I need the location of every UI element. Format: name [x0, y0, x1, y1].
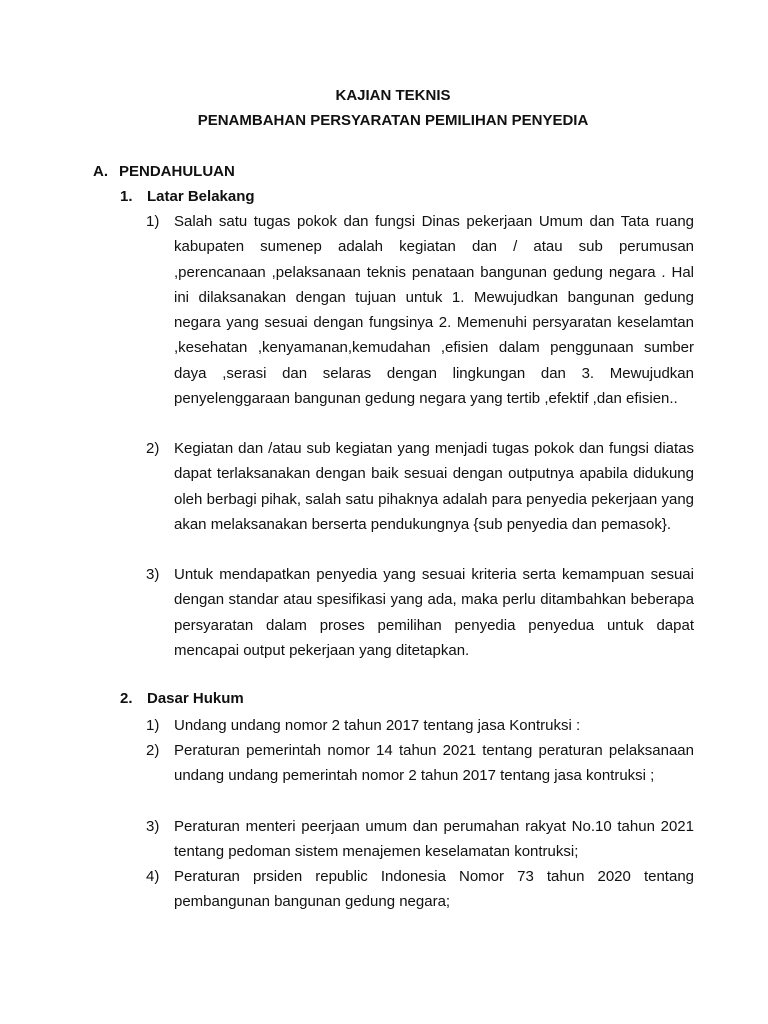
list-item-number: 3): [146, 818, 160, 835]
list-item-text: Undang undang nomor 2 tahun 2017 tentang jasa Kontruksi :: [174, 717, 581, 734]
list-item: [146, 814, 694, 865]
list-item-text: Peraturan pemerintah nomor 14 tahun 2021 tentang peraturan pelaksanaan undang undang pemerintah nomor 2 tahun 2017 tentang jasa kontruksi ;: [174, 742, 694, 785]
list-item-text: Peraturan menteri peerjaan umum dan perumahan rakyat No.10 tahun 2021 tentang pedoman sistem menajemen keselamatan kontruksi;: [174, 818, 694, 861]
list-item-text: Salah satu tugas pokok dan fungsi Dinas pekerjaan Umum dan Tata ruang kabupaten sumenep adalah kegiatan dan / atau sub perumusan ,perencanaan ,pelaksanaan teknis penataan bangunan gedung negara . Hal ini dilaksanakan dengan tujuan untuk 1. Mewujudkan bangunan gedung negara yang sesuai dengan fungsinya 2. Memenuhi persyaratan keselamtan ,kesehatan ,kenyamanan,kemudahan ,efisien dalam penggunaan sumber daya ,serasi dan selaras dengan lingkungan dan 3. Mewujudkan penyelenggaraan bangunan gedung negara yang tertib ,efektif ,dan efisien..: [174, 213, 694, 408]
list-item-text: Kegiatan dan /atau sub kegiatan yang menjadi tugas pokok dan fungsi diatas dapat terlaksanakan dengan baik sesuai dengan outputnya apabila didukung oleh berbagi pihak, salah satu pihaknya adalah para penyedia pekerjaan yang akan melaksanakan berserta pendukungnya {sub penyedia dan pemasok}.: [174, 440, 694, 533]
list-item-number: 1): [146, 717, 160, 734]
list-item: [146, 562, 694, 663]
list-item-number: 3): [146, 566, 160, 583]
list-item-text: Peraturan prsiden republic Indonesia Nomor 73 tahun 2020 tentang pembangunan bangunan gedung negara;: [174, 868, 694, 911]
list-item-number: 2): [146, 742, 160, 759]
subsection-1-label: Latar Belakang: [147, 188, 255, 205]
document-subtitle: PENAMBAHAN PERSYARATAN PEMILIHAN PENYEDIA: [197, 112, 589, 129]
section-a-number: A.: [93, 163, 108, 180]
list-item-number: 4): [146, 868, 160, 885]
document-title: KAJIAN TEKNIS: [335, 87, 451, 104]
section-a-label: PENDAHULUAN: [119, 163, 235, 180]
list-item: [146, 738, 694, 789]
list-item: [146, 436, 694, 537]
list-item: [146, 209, 694, 411]
subsection-2-label: Dasar Hukum: [147, 690, 244, 707]
list-item-text: Untuk mendapatkan penyedia yang sesuai kriteria serta kemampuan sesuai dengan standar atau spesifikasi yang ada, maka perlu ditambahkan beberapa persyaratan dalam proses pemilihan penyedia penyedua untuk dapat mencapai output pekerjaan yang ditetapkan.: [174, 566, 694, 659]
subsection-2-number: 2.: [120, 690, 133, 707]
subsection-1-number: 1.: [120, 188, 133, 205]
list-item-number: 2): [146, 440, 160, 457]
list-item-number: 1): [146, 213, 160, 230]
list-item: [146, 713, 694, 738]
list-item: [146, 864, 694, 915]
